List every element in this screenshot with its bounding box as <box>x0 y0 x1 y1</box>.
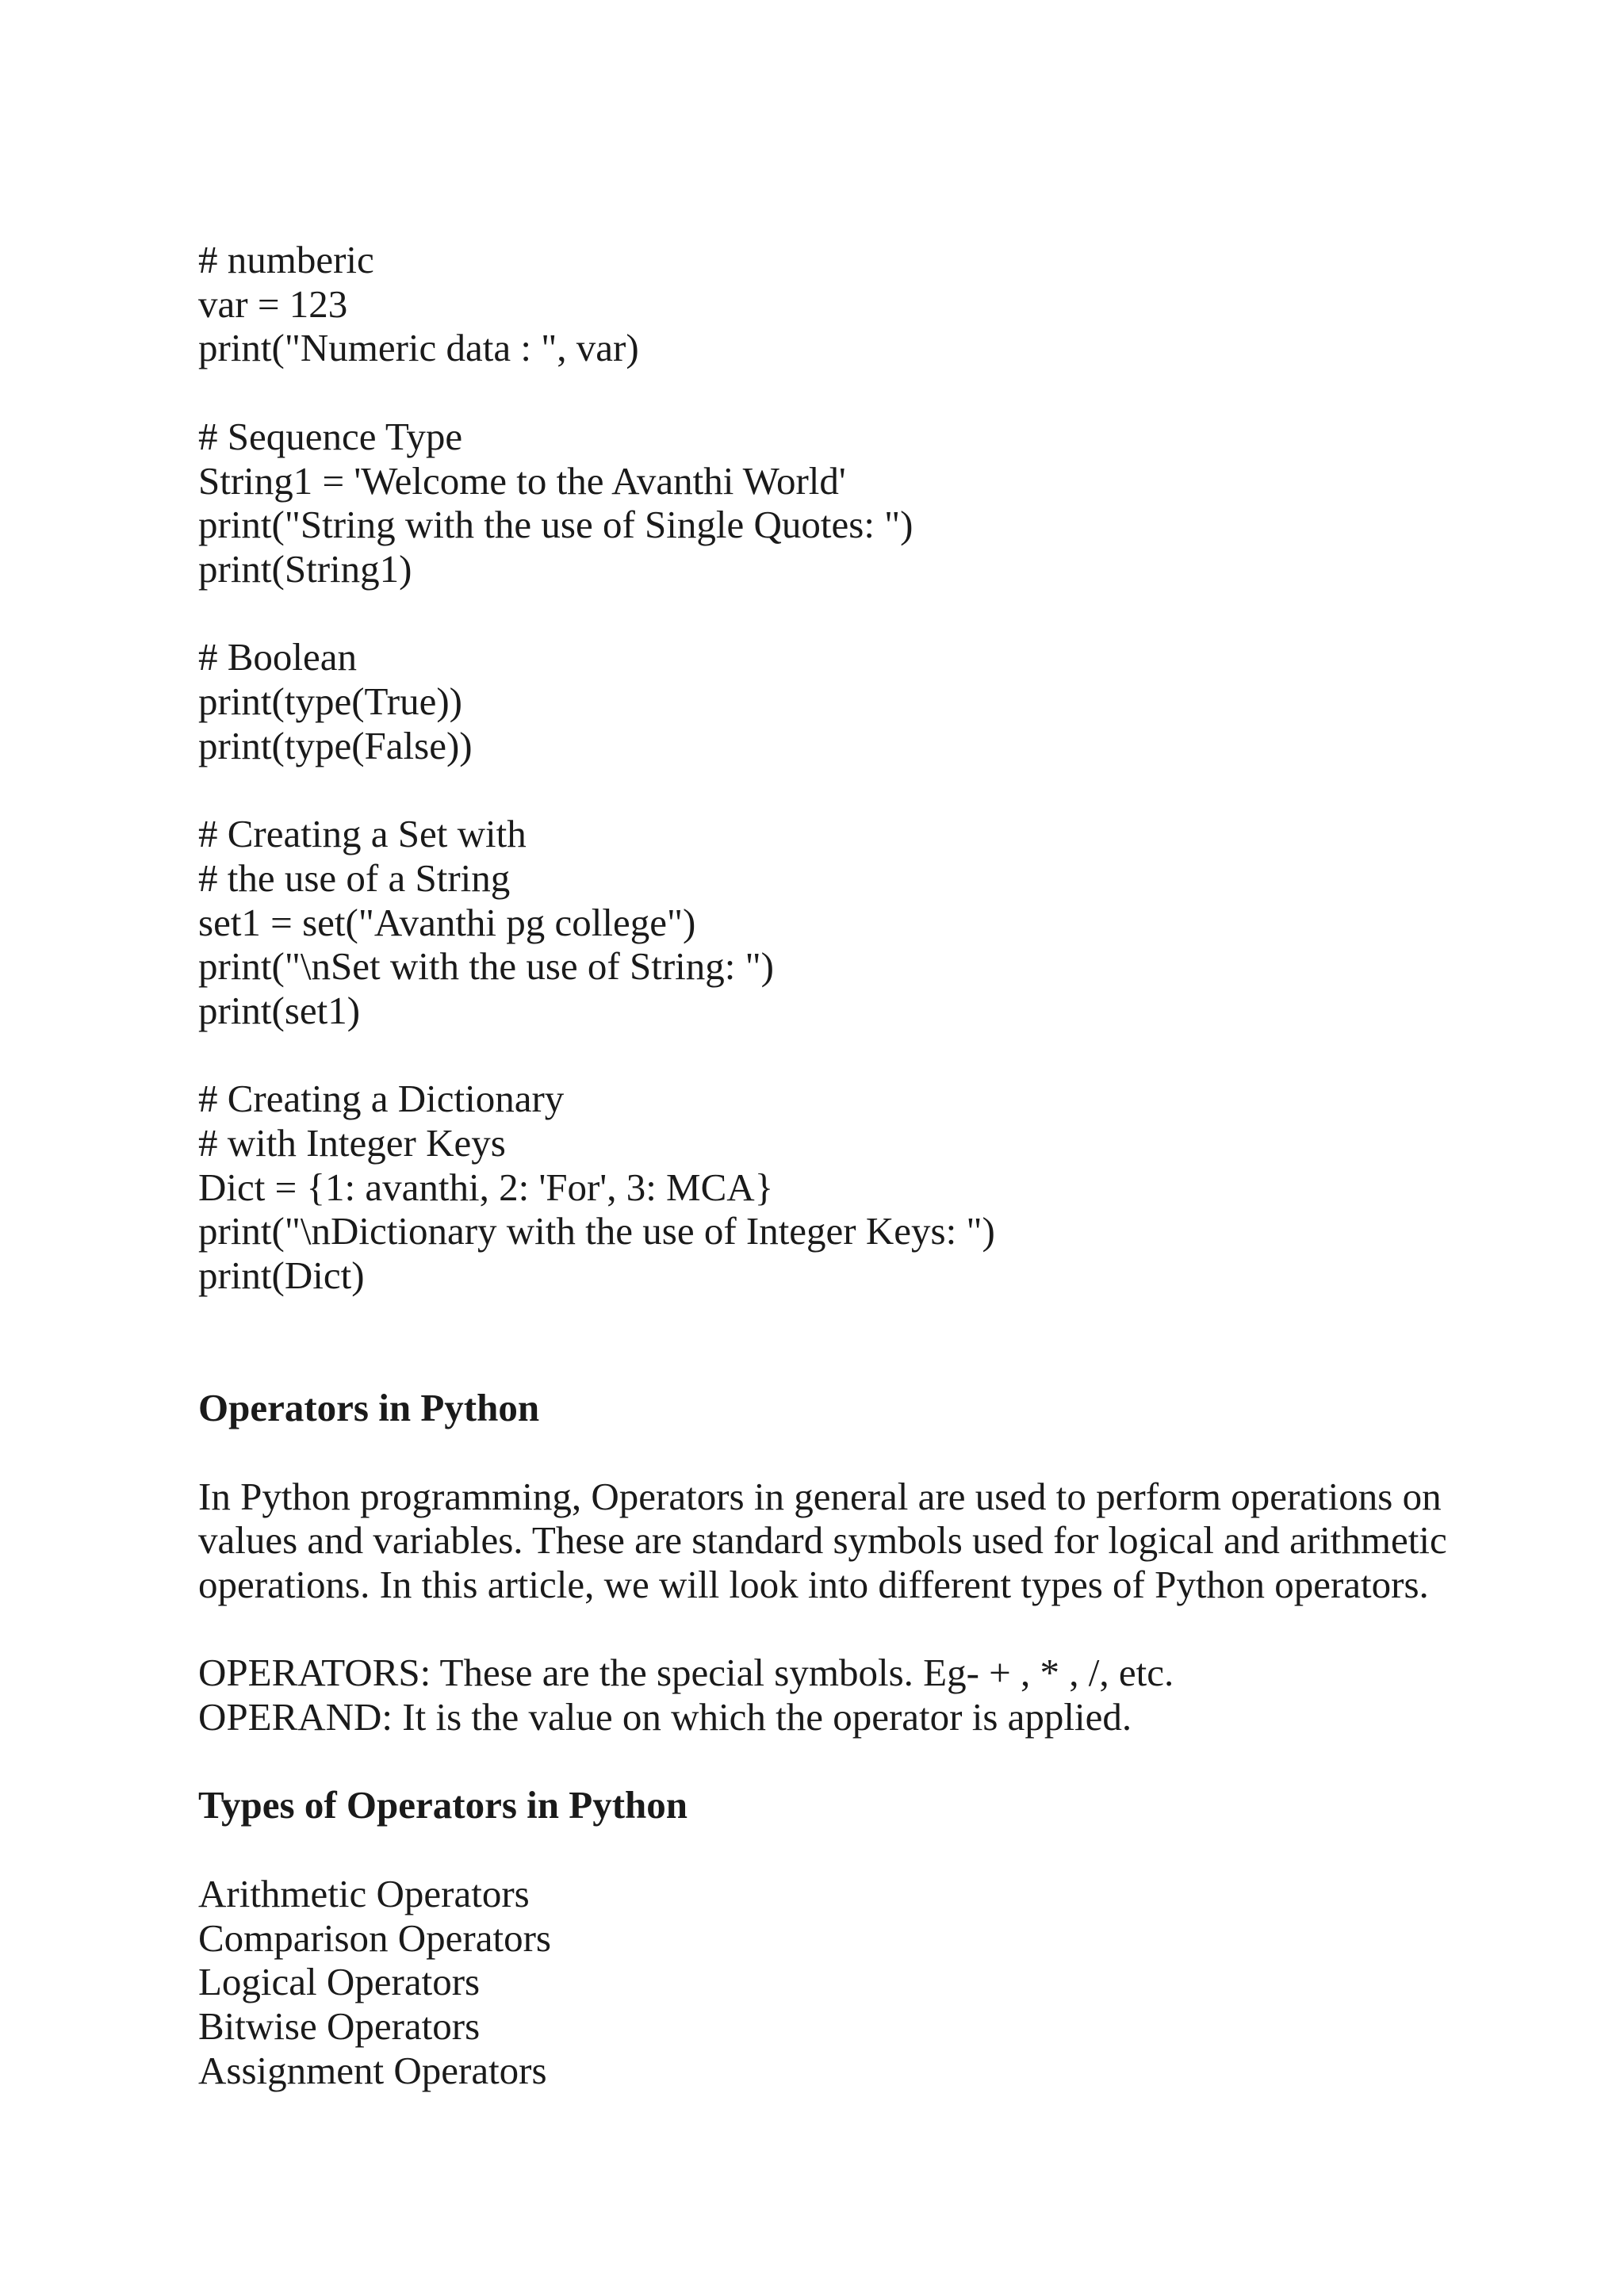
code-line: # Boolean <box>198 635 358 679</box>
code-line: print(set1) <box>198 988 361 1032</box>
paragraph-line: In Python programming, Operators in general are used to perform operations on <box>198 1474 1442 1518</box>
code-line: # Creating a Set with <box>198 812 527 856</box>
operator-definitions <box>198 1651 1435 1739</box>
code-line: print("\nSet with the use of String: ") <box>198 944 774 989</box>
list-item: Bitwise Operators <box>198 2003 481 2048</box>
code-block-boolean <box>198 635 1435 767</box>
code-line: # Sequence Type <box>198 414 463 458</box>
list-item: Logical Operators <box>198 1960 481 2004</box>
code-line: Dict = {1: avanthi, 2: 'For', 3: MCA} <box>198 1165 774 1209</box>
code-line: print("String with the use of Single Quotes: ") <box>198 503 914 547</box>
code-line: print(type(True)) <box>198 679 462 723</box>
code-block-sequence <box>198 415 1435 591</box>
code-line: print(type(False)) <box>198 723 473 767</box>
code-line: print("\nDictionary with the use of Integer Keys: ") <box>198 1209 995 1253</box>
types-heading: Types of Operators in Python <box>198 1783 688 1827</box>
operators-intro-paragraph <box>198 1474 1447 1607</box>
code-line: String1 = 'Welcome to the Avanthi World' <box>198 458 846 503</box>
code-block-numeric <box>198 238 1435 370</box>
code-line: # with Integer Keys <box>198 1121 506 1165</box>
code-line: var = 123 <box>198 281 348 326</box>
code-block-set <box>198 812 1435 1033</box>
code-line: # the use of a String <box>198 855 511 900</box>
document-page <box>198 238 1447 2092</box>
list-item: Arithmetic Operators <box>198 1871 530 1915</box>
code-line: # numberic <box>198 238 374 281</box>
code-line: set1 = set("Avanthi pg college") <box>198 900 696 944</box>
operators-heading: Operators in Python <box>198 1386 540 1430</box>
paragraph-line: values and variables. These are standard symbols used for logical and arithmetic <box>198 1518 1447 1563</box>
list-item: Comparison Operators <box>198 1915 551 1960</box>
code-line: print(Dict) <box>198 1253 365 1298</box>
code-block-dictionary <box>198 1077 1435 1298</box>
code-line: print("Numeric data : ", var) <box>198 326 639 370</box>
operator-types-list <box>198 1872 1435 2093</box>
list-item: Assignment Operators <box>198 2048 547 2092</box>
paragraph-line: operations. In this article, we will look into different types of Python operators. <box>198 1563 1429 1606</box>
code-line: print(String1) <box>198 546 412 591</box>
code-line: # Creating a Dictionary <box>198 1077 565 1121</box>
definition-operators: OPERATORS: These are the special symbols. Eg- + , * , /, etc. <box>198 1651 1174 1695</box>
definition-operand: OPERAND: It is the value on which the operator is applied. <box>198 1695 1132 1739</box>
